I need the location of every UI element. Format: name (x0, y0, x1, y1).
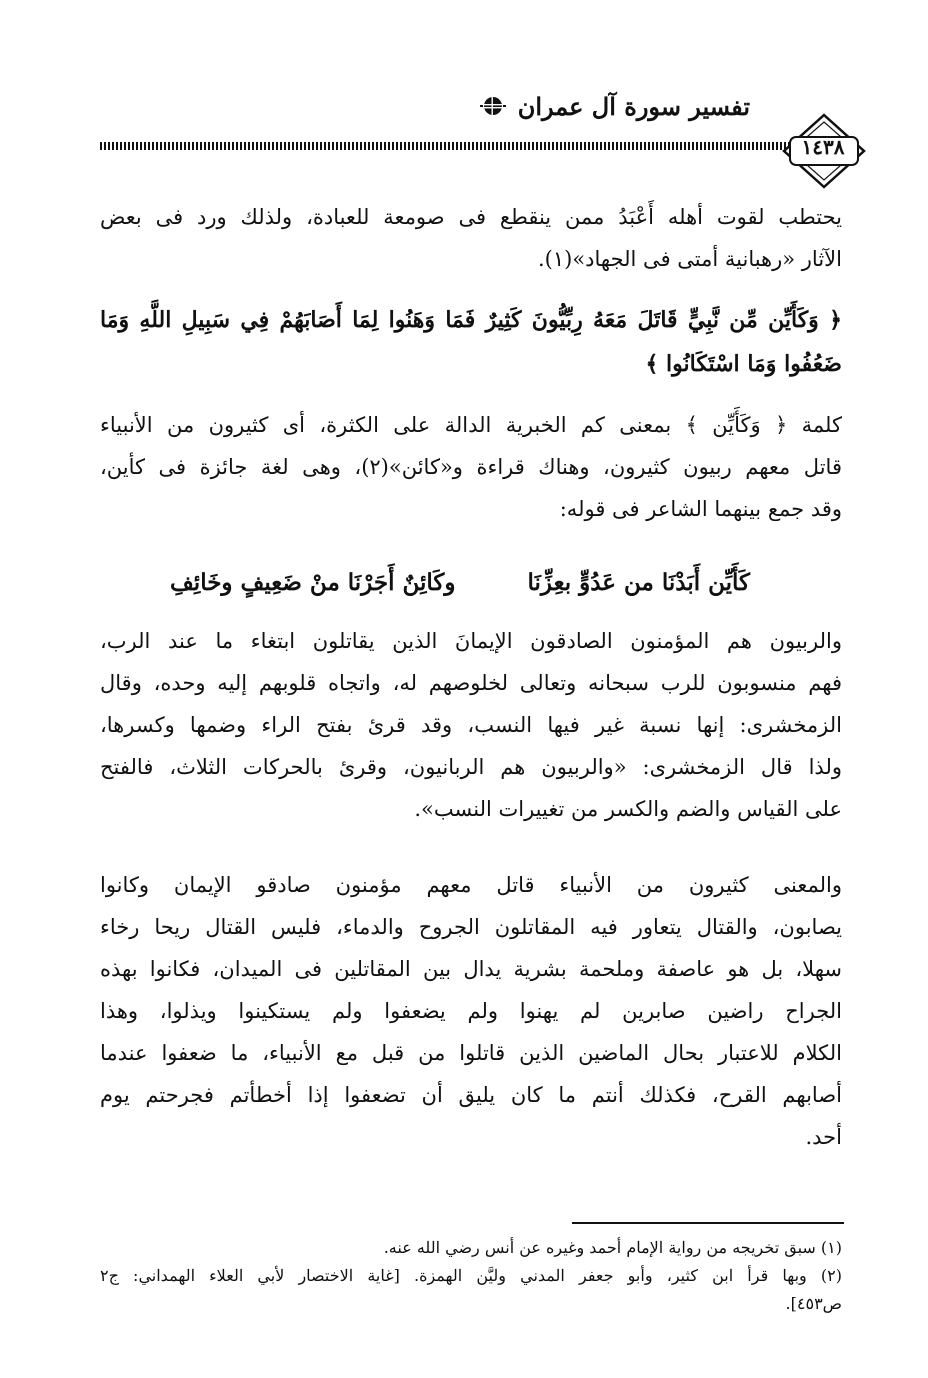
text-line: الجراح راضين صابرين لم يهنوا ولم يضعفوا ولم يستكينوا ويذلوا، وهذا (100, 999, 842, 1023)
text-line: أحد. (805, 1125, 842, 1149)
page-number: ١٤٣٨ (801, 135, 845, 159)
paragraph-1 (100, 196, 842, 280)
text-line: والمعنى كثيرون من الأنبياء قاتل معهم مؤمنون صادقو الإيمان وكانوا (100, 873, 842, 897)
header-rule (100, 142, 790, 150)
paragraph-5 (100, 864, 842, 1158)
verse-line: ﴿ وَكَأَيِّن مِّن نَّبِيٍّ قَاتَلَ مَعَهُ رِبِّيُّونَ كَثِيرٌ فَمَا وَهَنُوا لِمَا أَصَابَهُمْ فِي سَبِيلِ اللَّهِ وَمَا (100, 307, 842, 333)
poem-hemistich-second: وكَائِنٌ أَجَرْنَا منْ ضَعِيفٍ وخَائِفِ (170, 568, 456, 596)
header-title: تفسير سورة آل عمران (517, 91, 750, 121)
footnote-rule (572, 1222, 844, 1224)
footnote-2-continued: ص٤٥٣]. (785, 1294, 842, 1313)
text-line: على القياس والضم والكسر من تغييرات النسب». (414, 797, 842, 821)
text-line: فهم منسوبون للرب سبحانه وتعالى لخلوصهم له، واتجاه قلوبهم إليه وحده، وقال (100, 671, 842, 695)
text-line: أصابهم القرح، فكذلك أنتم ما كان يليق أن تضعفوا إذا أخطأتم فجرحتم يوم (100, 1083, 842, 1107)
poem-hemistich-first: كَأَيِّن أَبَدْنَا من عَدُوٍّ بعِزِّنَا (527, 568, 750, 596)
text-line: كلمة ﴿ وَكَأَيِّن ﴾ بمعنى كم الخبرية الدالة على الكثرة، أى كثيرون من الأنبياء (100, 413, 842, 437)
footnote-1: (١) سبق تخريجه من رواية الإمام أحمد وغيره عن أنس رضي الله عنه. (383, 1238, 842, 1257)
text-line: الزمخشرى: إنها نسبة غير فيها النسب، وقد قرئ بفتح الراء وضمها وكسرها، (100, 713, 842, 737)
poetry-verse (170, 560, 750, 604)
paragraph-4 (100, 620, 842, 830)
text-line: سهلا، بل هو عاصفة وملحمة بشرية يدال بين المقاتلين فى الميدان، فكانوا بهذه (100, 957, 842, 981)
paragraph-3 (100, 404, 842, 530)
text-line: قاتل معهم ربيون كثيرون، وهناك قراءة و«كائن»(٢)، وهى لغة جائزة فى كأين، (100, 455, 842, 479)
footnote-2: (٢) وبها قرأ ابن كثير، وأبو جعفر المدني وليَّن الهمزة. [غاية الاختصار لأبي العلاء الهمداني: ج٢ (100, 1266, 842, 1285)
verse-line: ضَعُفُوا وَمَا اسْتَكَانُوا ﴾ (645, 351, 842, 377)
text-line: يحتطب لقوت أهله أَعْبَدُ ممن ينقطع فى صومعة للعبادة، ولذلك ورد فى بعض (100, 205, 842, 229)
quran-verse (100, 298, 842, 386)
text-line: الآثار «رهبانية أمتى فى الجهاد»(١). (537, 247, 842, 271)
text-line: ولذا قال الزمخشرى: «والربيون هم الربانيون، وقرئ بالحركات الثلاث، فالفتح (100, 755, 842, 779)
text-line: وقد جمع بينهما الشاعر فى قوله: (559, 497, 842, 521)
text-line: والربيون هم المؤمنون الصادقون الإيمانَ الذين يقاتلون ابتغاء ما عند الرب، (100, 629, 842, 653)
running-header (370, 88, 750, 124)
text-line: الكلام للاعتبار بحال الماضين الذين قاتلوا من قبل مع الأنبياء، ما ضعفوا عندما (100, 1041, 842, 1065)
ornament-icon (480, 95, 506, 117)
text-line: يصابون، والقتال يتعاور فيه المقاتلون الجروح والدماء، فليس القتال ريحا رخاء (100, 915, 842, 939)
footnotes (100, 1234, 842, 1318)
